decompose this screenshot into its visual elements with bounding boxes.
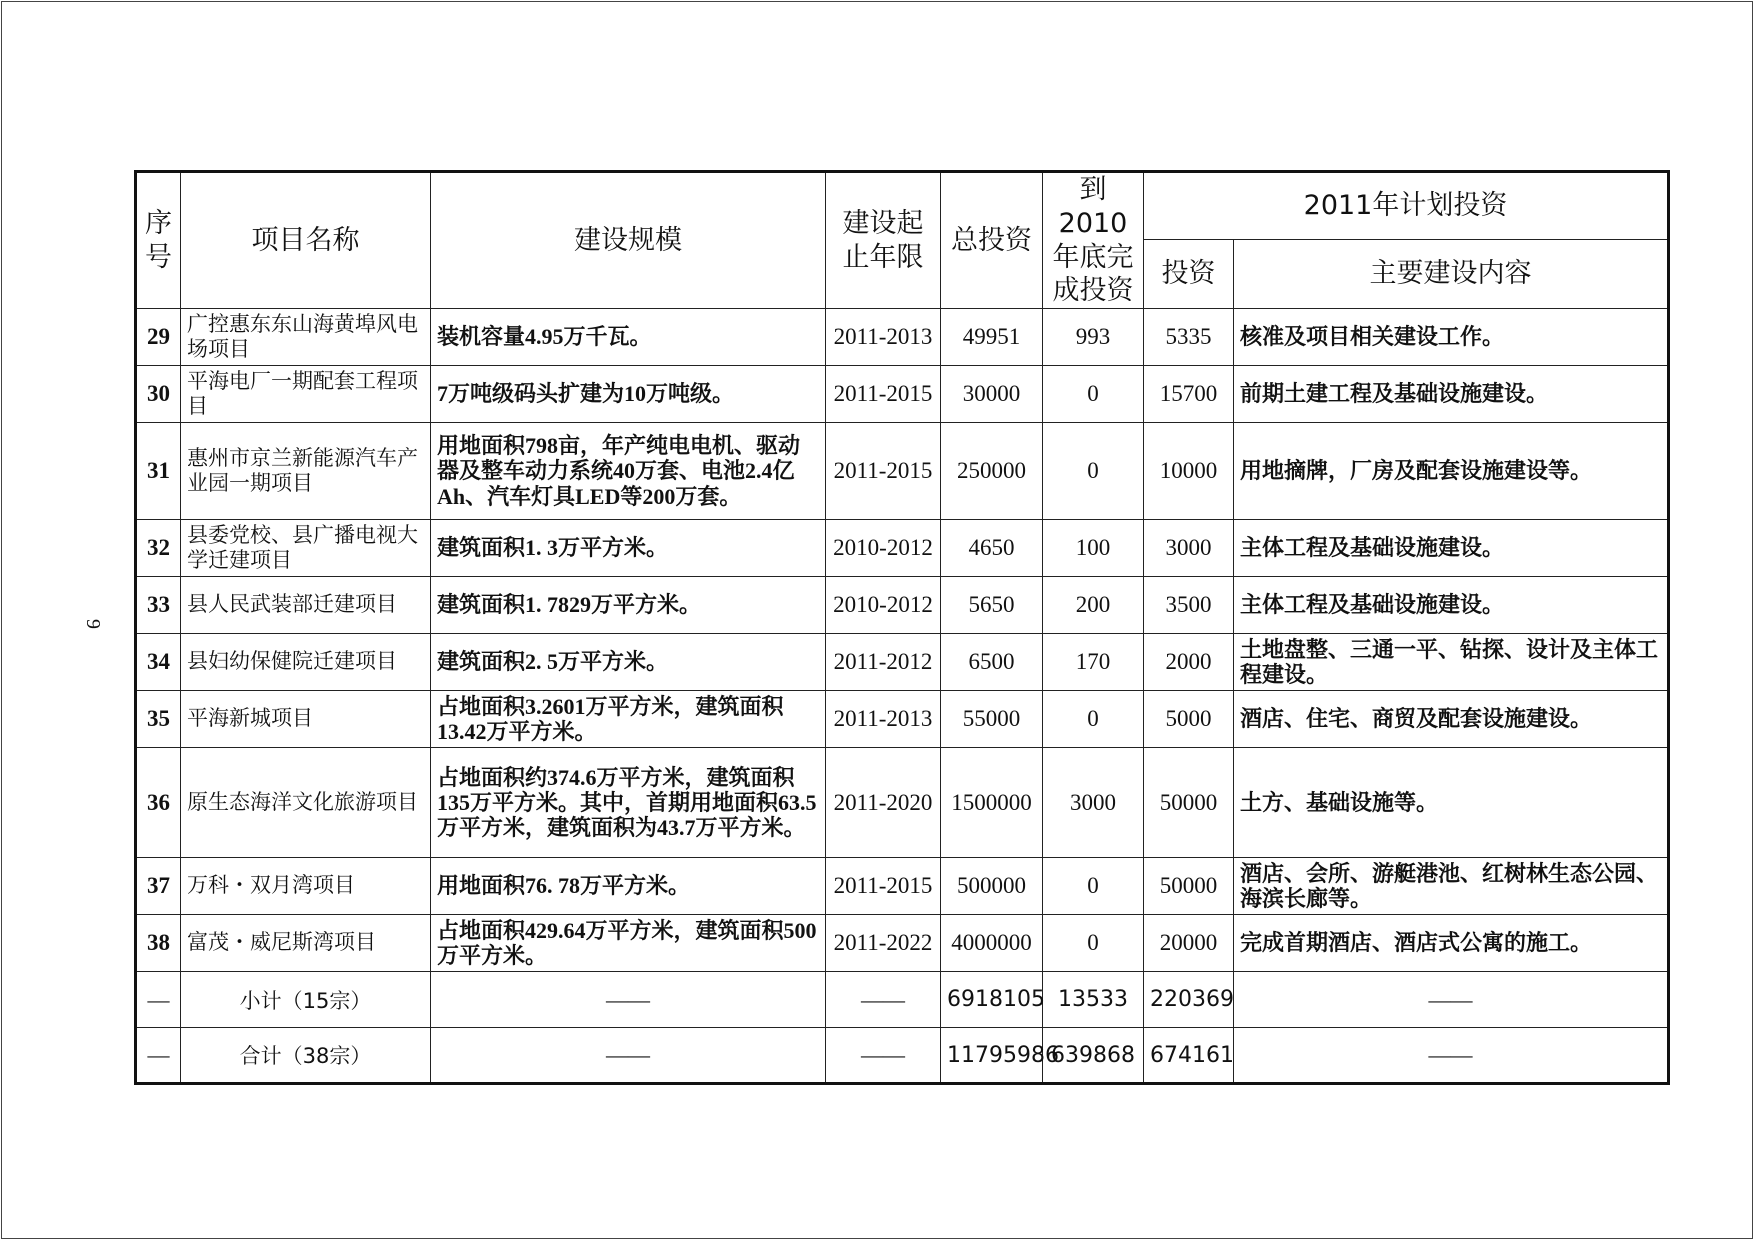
row-project-name: 富茂・威尼斯湾项目 xyxy=(181,915,431,972)
row-main-content: 酒店、住宅、商贸及配套设施建设。 xyxy=(1234,691,1669,748)
row-period: 2011-2020 xyxy=(826,748,941,858)
row-period: 2010-2012 xyxy=(826,520,941,577)
row-plan-investment: 2000 xyxy=(1144,634,1234,691)
row-project-name: 广控惠东东山海黄埠风电场项目 xyxy=(181,309,431,366)
page-number: 9 xyxy=(82,619,104,629)
header-seq-char-1: 序 xyxy=(145,207,172,239)
row-construction-scale: 占地面积3.2601万平方米，建筑面积13.42万平方米。 xyxy=(431,691,826,748)
row-construction-scale: 装机容量4.95万千瓦。 xyxy=(431,309,826,366)
row-main-content: 酒店、会所、游艇港池、红树林生态公园、海滨长廊等。 xyxy=(1234,858,1669,915)
summary-seq: — xyxy=(136,1028,181,1084)
summary-scale: —— xyxy=(431,972,826,1028)
summary-completed-investment: 639868 xyxy=(1043,1028,1144,1084)
row-completed-investment: 0 xyxy=(1043,858,1144,915)
row-period: 2011-2012 xyxy=(826,634,941,691)
row-completed-investment: 0 xyxy=(1043,423,1144,520)
row-period: 2011-2015 xyxy=(826,366,941,423)
row-project-name: 原生态海洋文化旅游项目 xyxy=(181,748,431,858)
summary-plan-investment: 674161 xyxy=(1144,1028,1234,1084)
summary-row xyxy=(136,1028,1669,1084)
row-project-name: 县委党校、县广播电视大学迁建项目 xyxy=(181,520,431,577)
row-total-investment: 1500000 xyxy=(941,748,1043,858)
row-seq: 33 xyxy=(136,577,181,634)
row-plan-investment: 5335 xyxy=(1144,309,1234,366)
summary-total-investment: 6918105 xyxy=(941,972,1043,1028)
row-seq: 38 xyxy=(136,915,181,972)
row-seq: 36 xyxy=(136,748,181,858)
row-total-investment: 55000 xyxy=(941,691,1043,748)
row-total-investment: 4000000 xyxy=(941,915,1043,972)
summary-completed-investment: 13533 xyxy=(1043,972,1144,1028)
row-completed-investment: 3000 xyxy=(1043,748,1144,858)
summary-row xyxy=(136,972,1669,1028)
summary-scale: —— xyxy=(431,1028,826,1084)
header-name: 项目名称 xyxy=(181,172,431,309)
row-project-name: 县妇幼保健院迁建项目 xyxy=(181,634,431,691)
row-construction-scale: 占地面积约374.6万平方米，建筑面积135万平方米。其中，首期用地面积63.5万平方米，建筑面积为43.7万平方米。 xyxy=(431,748,826,858)
row-project-name: 平海电厂一期配套工程项目 xyxy=(181,366,431,423)
row-total-investment: 5650 xyxy=(941,577,1043,634)
header-total: 总投资 xyxy=(941,172,1043,309)
row-total-investment: 6500 xyxy=(941,634,1043,691)
row-plan-investment: 3000 xyxy=(1144,520,1234,577)
row-main-content: 土方、基础设施等。 xyxy=(1234,748,1669,858)
row-period: 2011-2013 xyxy=(826,691,941,748)
row-period: 2011-2022 xyxy=(826,915,941,972)
row-project-name: 万科・双月湾项目 xyxy=(181,858,431,915)
row-construction-scale: 占地面积429.64万平方米，建筑面积500万平方米。 xyxy=(431,915,826,972)
row-plan-investment: 15700 xyxy=(1144,366,1234,423)
row-completed-investment: 0 xyxy=(1043,915,1144,972)
table-row xyxy=(136,748,1669,858)
table-body xyxy=(136,309,1669,1084)
row-completed-investment: 993 xyxy=(1043,309,1144,366)
table-row xyxy=(136,423,1669,520)
row-total-investment: 4650 xyxy=(941,520,1043,577)
row-project-name: 平海新城项目 xyxy=(181,691,431,748)
row-seq: 37 xyxy=(136,858,181,915)
header-completed: 到2010年底完成投资 xyxy=(1043,172,1144,309)
row-period: 2011-2013 xyxy=(826,309,941,366)
table-row xyxy=(136,915,1669,972)
row-total-investment: 500000 xyxy=(941,858,1043,915)
row-plan-investment: 50000 xyxy=(1144,858,1234,915)
header-seq-char-2: 号 xyxy=(145,241,172,273)
header-scale: 建设规模 xyxy=(431,172,826,309)
row-period: 2010-2012 xyxy=(826,577,941,634)
summary-content: —— xyxy=(1234,972,1669,1028)
row-plan-investment: 10000 xyxy=(1144,423,1234,520)
row-project-name: 县人民武装部迁建项目 xyxy=(181,577,431,634)
table-row xyxy=(136,309,1669,366)
row-main-content: 核准及项目相关建设工作。 xyxy=(1234,309,1669,366)
table-row xyxy=(136,634,1669,691)
row-period: 2011-2015 xyxy=(826,423,941,520)
summary-content: —— xyxy=(1234,1028,1669,1084)
header-row-top xyxy=(136,172,1669,240)
row-plan-investment: 20000 xyxy=(1144,915,1234,972)
document-page xyxy=(1,1,1753,1239)
row-main-content: 主体工程及基础设施建设。 xyxy=(1234,520,1669,577)
header-period: 建设起止年限 xyxy=(826,172,941,309)
header-seq xyxy=(136,172,181,309)
header-plan-2011: 2011年计划投资 xyxy=(1144,172,1669,240)
header-plan-invest: 投资 xyxy=(1144,239,1234,308)
row-construction-scale: 建筑面积1. 7829万平方米。 xyxy=(431,577,826,634)
row-completed-investment: 200 xyxy=(1043,577,1144,634)
row-seq: 32 xyxy=(136,520,181,577)
row-construction-scale: 建筑面积2. 5万平方米。 xyxy=(431,634,826,691)
summary-seq: — xyxy=(136,972,181,1028)
row-completed-investment: 100 xyxy=(1043,520,1144,577)
table-row xyxy=(136,691,1669,748)
summary-label: 合计（38宗） xyxy=(181,1028,431,1084)
summary-total-investment: 11795986 xyxy=(941,1028,1043,1084)
summary-plan-investment: 220369 xyxy=(1144,972,1234,1028)
row-seq: 29 xyxy=(136,309,181,366)
row-main-content: 前期土建工程及基础设施建设。 xyxy=(1234,366,1669,423)
row-main-content: 土地盘整、三通一平、钻探、设计及主体工程建设。 xyxy=(1234,634,1669,691)
row-main-content: 用地摘牌，厂房及配套设施建设等。 xyxy=(1234,423,1669,520)
row-main-content: 主体工程及基础设施建设。 xyxy=(1234,577,1669,634)
table-row xyxy=(136,366,1669,423)
summary-period: —— xyxy=(826,972,941,1028)
row-completed-investment: 0 xyxy=(1043,691,1144,748)
row-total-investment: 250000 xyxy=(941,423,1043,520)
row-seq: 30 xyxy=(136,366,181,423)
project-investment-table xyxy=(134,170,1670,1085)
row-project-name: 惠州市京兰新能源汽车产业园一期项目 xyxy=(181,423,431,520)
row-construction-scale: 建筑面积1. 3万平方米。 xyxy=(431,520,826,577)
summary-label: 小计（15宗） xyxy=(181,972,431,1028)
row-construction-scale: 7万吨级码头扩建为10万吨级。 xyxy=(431,366,826,423)
row-plan-investment: 50000 xyxy=(1144,748,1234,858)
row-total-investment: 49951 xyxy=(941,309,1043,366)
row-seq: 31 xyxy=(136,423,181,520)
row-construction-scale: 用地面积76. 78万平方米。 xyxy=(431,858,826,915)
table-row xyxy=(136,520,1669,577)
row-plan-investment: 3500 xyxy=(1144,577,1234,634)
row-total-investment: 30000 xyxy=(941,366,1043,423)
row-construction-scale: 用地面积798亩，年产纯电电机、驱动器及整车动力系统40万套、电池2.4亿Ah、汽车灯具LED等200万套。 xyxy=(431,423,826,520)
table-row xyxy=(136,577,1669,634)
row-completed-investment: 170 xyxy=(1043,634,1144,691)
row-period: 2011-2015 xyxy=(826,858,941,915)
summary-period: —— xyxy=(826,1028,941,1084)
row-seq: 35 xyxy=(136,691,181,748)
table-row xyxy=(136,858,1669,915)
row-main-content: 完成首期酒店、酒店式公寓的施工。 xyxy=(1234,915,1669,972)
header-plan-content: 主要建设内容 xyxy=(1234,239,1669,308)
row-completed-investment: 0 xyxy=(1043,366,1144,423)
row-plan-investment: 5000 xyxy=(1144,691,1234,748)
row-seq: 34 xyxy=(136,634,181,691)
